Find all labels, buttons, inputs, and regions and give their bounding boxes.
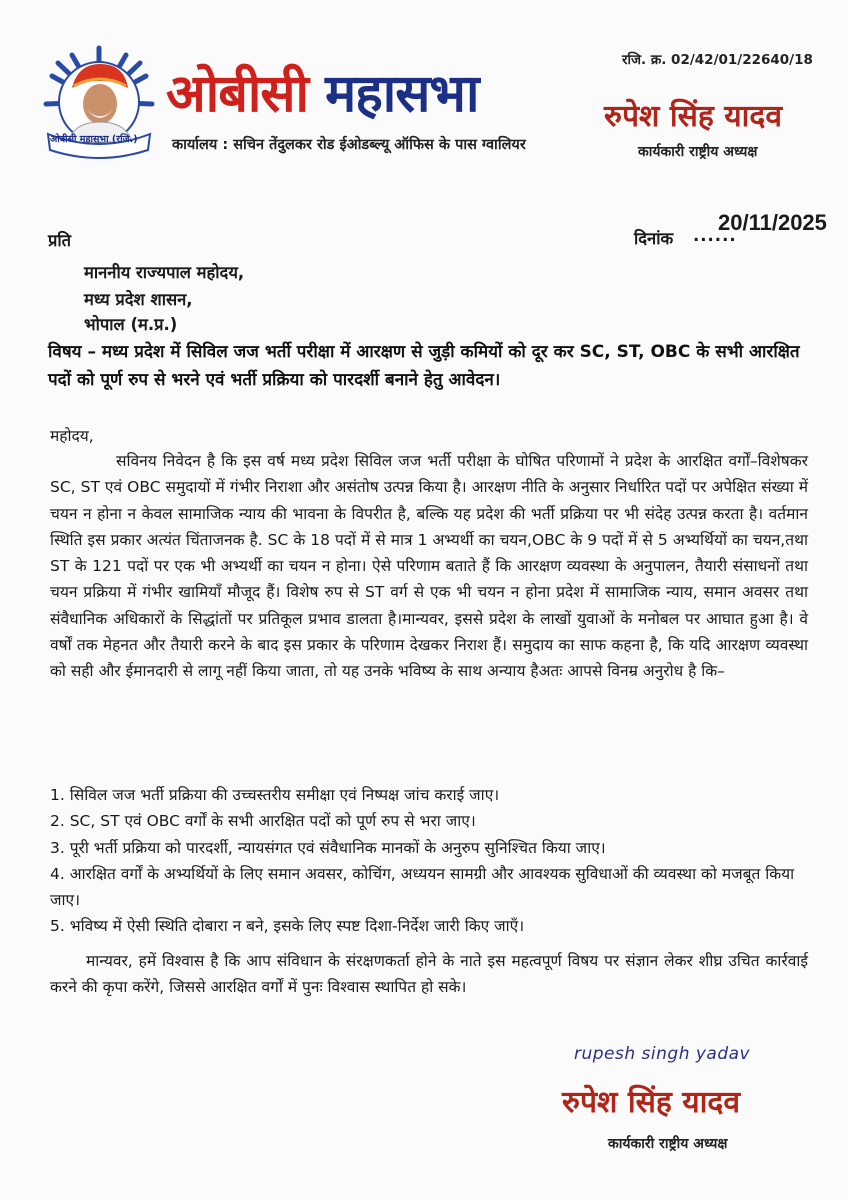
registration-number: रजि. क्र. 02/42/01/22640/18	[622, 52, 813, 68]
signatory-title: कार्यकारी राष्ट्रीय अध्यक्ष	[608, 1136, 728, 1152]
request-item: 5. भविष्य में ऐसी स्थिति दोबारा न बने, इसके लिए स्पष्ट दिशा-निर्देश जारी किए जाएँ।	[50, 917, 525, 936]
request-item: 1. सिविल जज भर्ती प्रक्रिया की उच्चस्तरीय समीक्षा एवं निष्पक्ष जांच कराई जाए।	[50, 786, 500, 804]
organization-name-part2: महासभा	[325, 64, 479, 124]
date-label: दिनांक	[634, 229, 674, 248]
request-list	[50, 782, 808, 940]
closing-paragraph	[50, 948, 808, 1001]
organization-name	[166, 62, 478, 126]
to-label: प्रति	[48, 231, 72, 250]
organization-logo-icon	[38, 42, 160, 164]
request-item: 2. SC, ST एवं OBC वर्गों के सभी आरक्षित पदों को पूर्ण रुप से भरा जाए।	[50, 812, 476, 831]
body-paragraph	[50, 448, 808, 685]
signatory-name: रुपेश सिंह यादव	[562, 1085, 741, 1120]
leader-title: कार्यकारी राष्ट्रीय अध्यक्ष	[638, 144, 758, 160]
recipient-line: भोपाल (म.प्र.)	[84, 315, 178, 334]
leader-name: रुपेश सिंह यादव	[604, 99, 783, 134]
logo-text: ओबीसी महासभा (रजि.)	[50, 134, 138, 145]
salutation: महोदय,	[50, 427, 94, 445]
organization-name-part1: ओबीसी	[166, 64, 308, 124]
date-value: 20/11/2025	[718, 210, 827, 235]
request-item: 3. पूरी भर्ती प्रक्रिया को पारदर्शी, न्यायसंगत एवं संवैधानिक मानकों के अनुरुप सुनिश्चित किया जाए।	[50, 838, 606, 857]
request-item: 4. आरक्षित वर्गों के अभ्यर्थियों के लिए समान अवसर, कोचिंग, अध्ययन सामग्री और आवश्यक सुविधाओं की व्यवस्था को मजबूत किया जाए।	[50, 864, 795, 910]
handwritten-signature: rupesh singh yadav	[574, 1044, 751, 1064]
subject-line: विषय – मध्य प्रदेश में सिविल जज भर्ती परीक्षा में आरक्षण से जुड़ी कमियों को दूर कर SC, ST, OBC के सभी आरक्षित पदों को पूर्ण रुप से भरने एवं भर्ती प्रक्रिया को पारदर्शी बनाने हेतु आवेदन।	[48, 342, 800, 390]
body-text: सविनय निवेदन है कि इस वर्ष मध्य प्रदेश सिविल जज भर्ती परीक्षा के घोषित परिणामों ने प्रदेश के आरक्षित वर्गों–विशेषकर SC, ST एवं OBC समुदायों में गंभीर निराशा और असंतोष उत्पन्न किया है। आरक्षण नीति के अनुसार निर्धारित पदों पर अपेक्षित संख्या में चयन न होना न केवल सामाजिक न्याय की भावना के विपरीत है, बल्कि यह प्रदेश की भर्ती प्रक्रिया पर भी संदेह उत्पन्न करता है। वर्तमान स्थिति इस प्रकार अत्यंत चिंताजनक है. SC के 18 पदों में से मात्र 1 अभ्यर्थी का चयन,OBC के 9 पदों में से 5 अभ्यर्थियों का चयन,तथा ST के 121 पदों पर एक भी अभ्यर्थी का चयन न होना। ऐसे परिणाम बताते हैं कि आरक्षण व्यवस्था के अनुपालन, तैयारी संसाधनों तथा चयन प्रक्रिया में गंभीर खामियाँ मौजूद हैं। विशेष रुप से ST वर्ग से एक भी चयन न होना प्रदेश में सामाजिक न्याय, समान अवसर तथा संवैधानिक अधिकारों के सिद्धांतों पर प्रतिकूल प्रभाव डालता है।मान्यवर, इससे प्रदेश के लाखों युवाओं के मनोबल पर आघात हुआ है। वे वर्षों तक मेहनत और तैयारी करने के बाद इस प्रकार के परिणाम देखकर निराश हैं। समुदाय का साफ कहना है, कि यदि आरक्षण व्यवस्था को सही और ईमानदारी से लागू नहीं किया जाता, तो यह उनके भविष्य के साथ अन्याय हैअतः आपसे विनम्र अनुरोध है कि–	[50, 452, 808, 681]
date-dots: ......	[693, 226, 737, 245]
closing-text: मान्यवर, हमें विश्वास है कि आप संविधान के संरक्षणकर्ता होने के नाते इस महत्वपूर्ण विषय पर संज्ञान लेकर शीघ्र उचित कार्रवाई करने की कृपा करेंगे, जिससे आरक्षित वर्गों में पुनः विश्वास स्थापित हो सके।	[50, 952, 808, 997]
recipient-line: माननीय राज्यपाल महोदय,	[84, 263, 245, 282]
office-address: कार्यालय : सचिन तेंदुलकर रोड ईओडब्ल्यू ऑफिस के पास ग्वालियर	[172, 137, 526, 153]
recipient-line: मध्य प्रदेश शासन,	[84, 290, 193, 309]
